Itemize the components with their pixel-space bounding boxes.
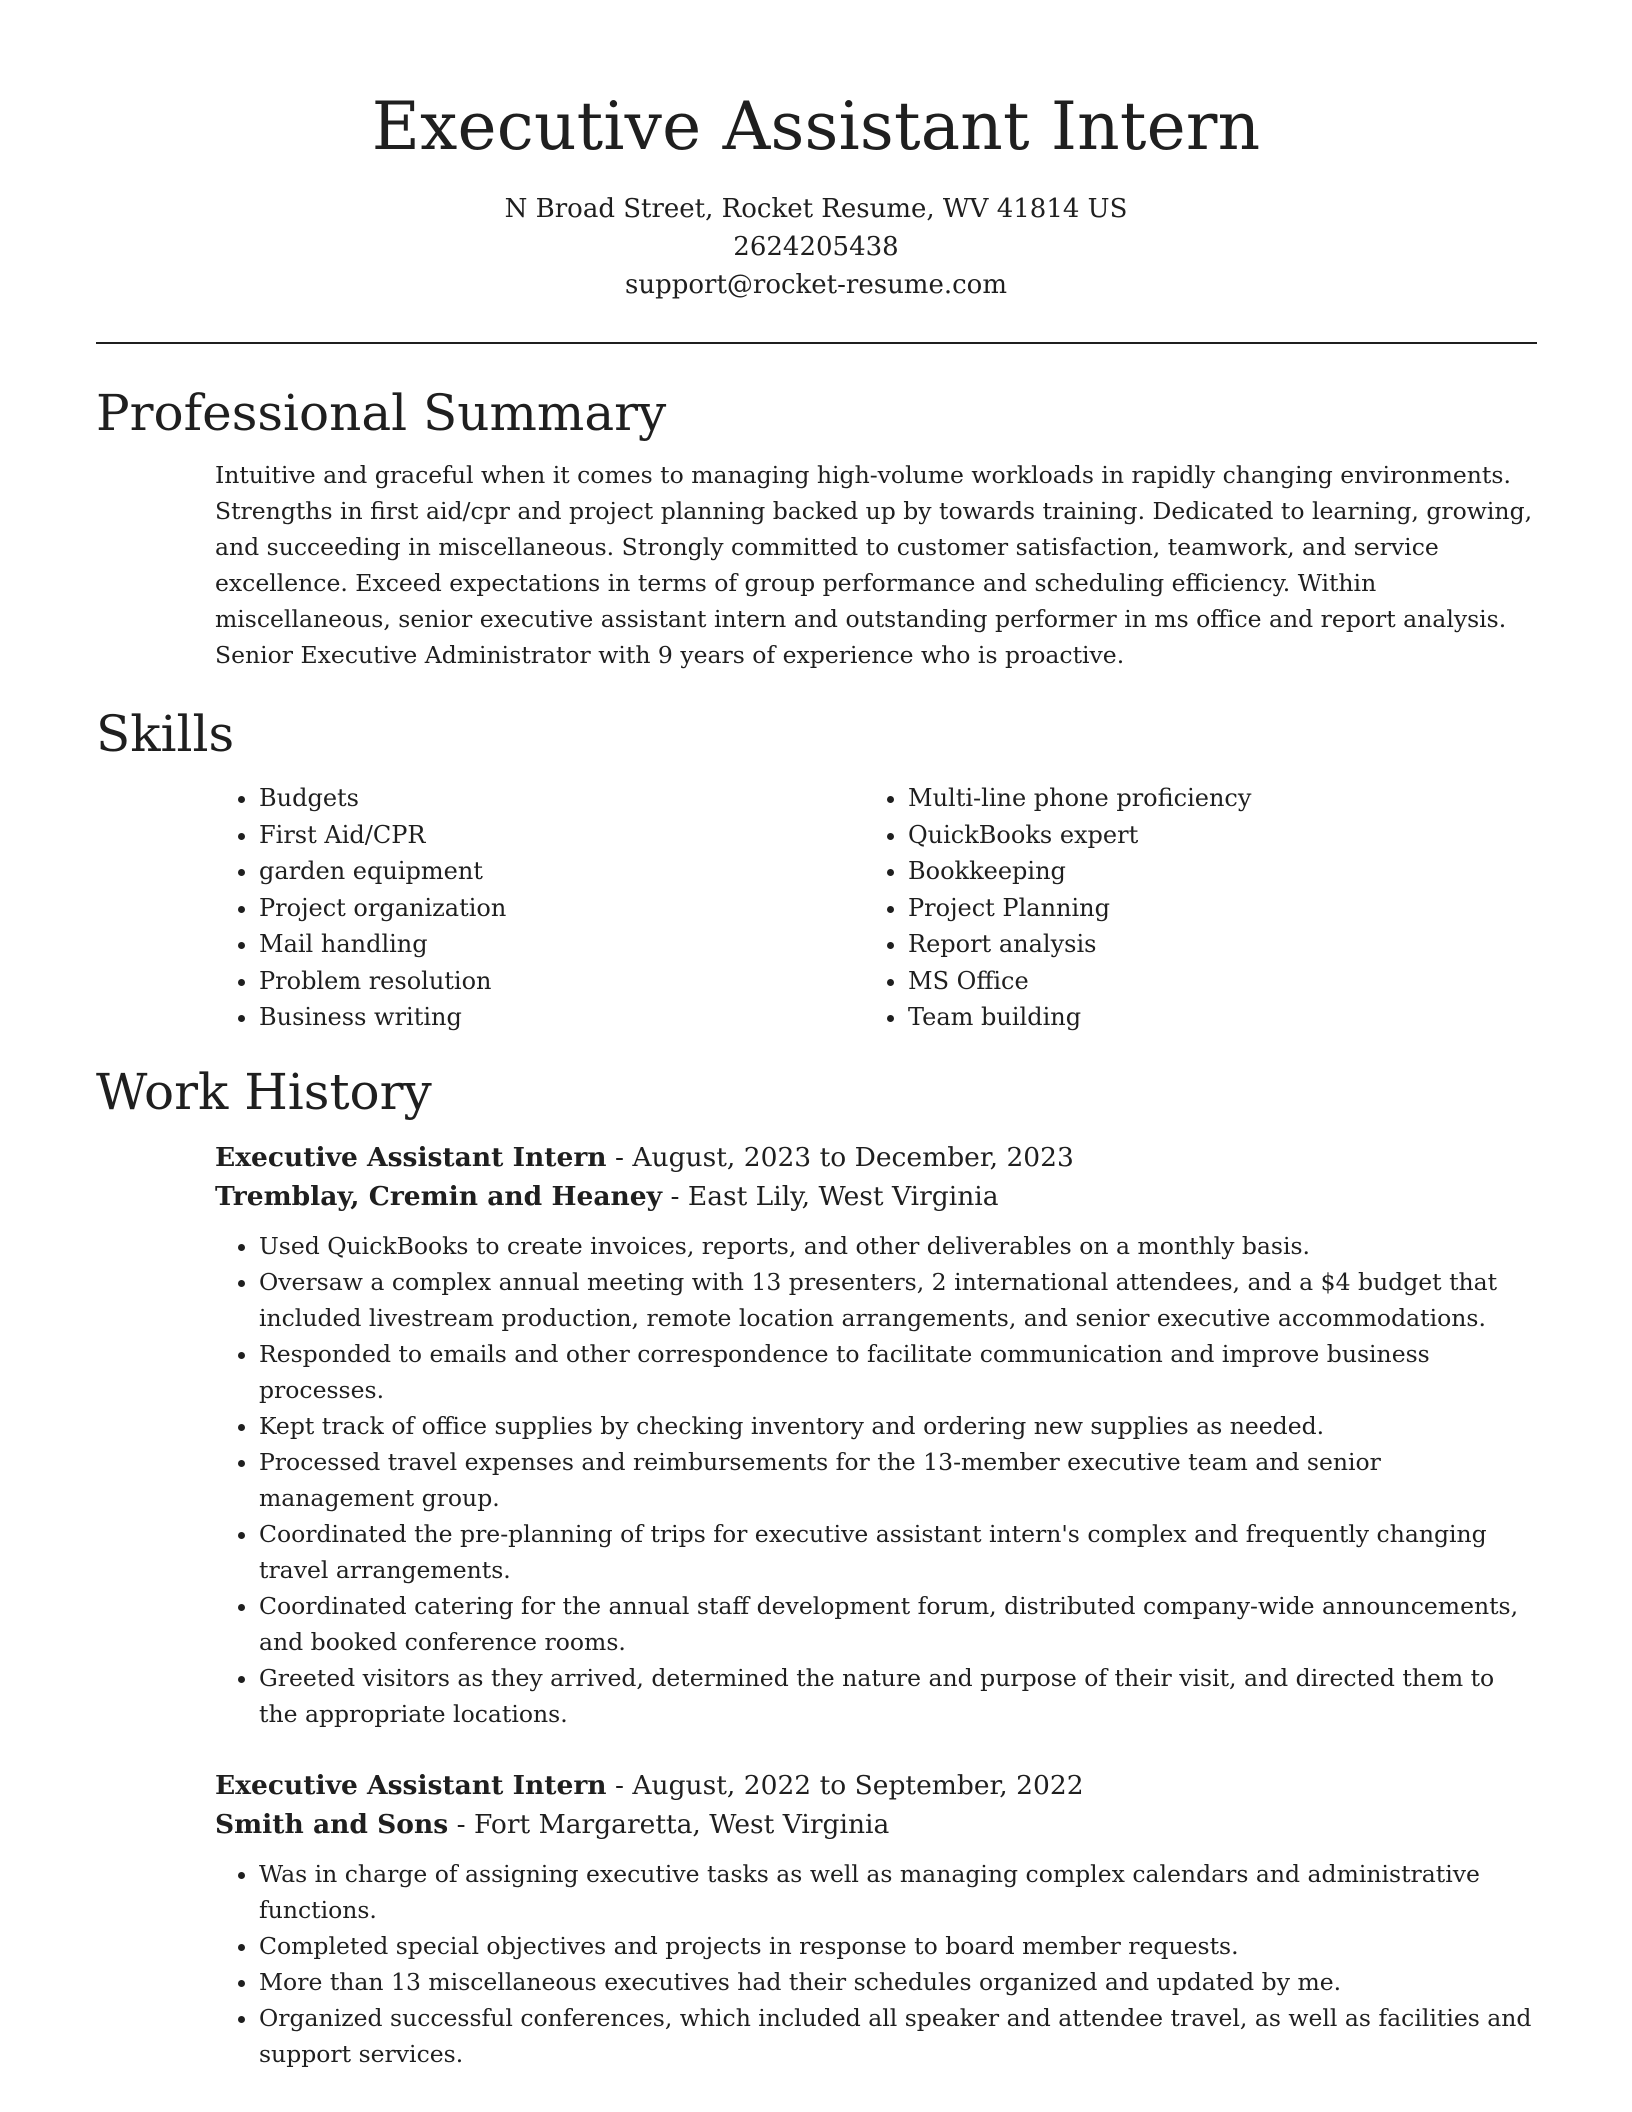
skill-item: • Bookkeeping: [908, 853, 1513, 890]
job-dates: - August, 2022 to September, 2022: [615, 1770, 1084, 1801]
job-location: - Fort Margaretta, West Virginia: [456, 1809, 890, 1840]
job-company-line: [215, 1805, 1537, 1844]
job-bullet: • Coordinated catering for the annual staff development forum, distributed company-wide announcements, and booked conference rooms.: [259, 1588, 1537, 1660]
summary-heading: Professional Summary: [96, 384, 667, 442]
job-title-line: [215, 1766, 1537, 1805]
job-company-line: [215, 1177, 1537, 1216]
job-bullet: • Organized successful conferences, which included all speaker and attendee travel, as well as facilities and support services.: [259, 2000, 1537, 2072]
work-history-heading: Work History: [96, 1063, 432, 1121]
job-title-line: [215, 1138, 1537, 1177]
candidate-title: Executive Assistant Intern: [371, 88, 1261, 165]
job-bullet: • Responded to emails and other correspondence to facilitate communication and improve business processes.: [259, 1336, 1537, 1408]
skill-item: • Business writing: [259, 999, 864, 1036]
skill-item: • Report analysis: [908, 926, 1513, 963]
skills-section: [96, 702, 1537, 1036]
skills-heading: Skills: [96, 705, 235, 763]
skills-columns: [215, 780, 1537, 1036]
job-company: Tremblay, Cremin and Heaney: [215, 1181, 663, 1212]
skill-item: • Multi-line phone proficiency: [908, 780, 1513, 817]
address: N Broad Street, Rocket Resume, WV 41814 US: [504, 194, 1128, 224]
job-location: - East Lily, West Virginia: [670, 1181, 999, 1212]
skill-item: • MS Office: [908, 963, 1513, 1000]
job-bullet: • Was in charge of assigning executive tasks as well as managing complex calendars and administrative functions.: [259, 1856, 1537, 1928]
job-bullet: • Kept track of office supplies by checking inventory and ordering new supplies as needed.: [259, 1408, 1537, 1444]
skill-item: • Team building: [908, 999, 1513, 1036]
job-bullet: • Used QuickBooks to create invoices, reports, and other deliverables on a monthly basis.: [259, 1228, 1537, 1264]
work-history-section: [96, 1060, 1537, 2072]
skill-item: • Budgets: [259, 780, 864, 817]
contact-block: [0, 190, 1632, 304]
job-bullet: • More than 13 miscellaneous executives had their schedules organized and updated by me.: [259, 1964, 1537, 2000]
job-bullets: [215, 1228, 1537, 1732]
job-role: Executive Assistant Intern: [215, 1142, 607, 1173]
job-bullets: [215, 1856, 1537, 2072]
job-dates: - August, 2023 to December, 2023: [615, 1142, 1074, 1173]
summary-section: [96, 381, 1537, 673]
skill-item: • Problem resolution: [259, 963, 864, 1000]
job-entry: [215, 1766, 1537, 2072]
job-bullet: • Greeted visitors as they arrived, determined the nature and purpose of their visit, and directed them to the appropriate locations.: [259, 1660, 1537, 1732]
job-bullet: • Completed special objectives and projects in response to board member requests.: [259, 1928, 1537, 1964]
job-bullet: • Processed travel expenses and reimbursements for the 13-member executive team and senior management group.: [259, 1444, 1537, 1516]
job-entry: [215, 1138, 1537, 1732]
job-company: Smith and Sons: [215, 1809, 449, 1840]
skills-list-left: [215, 780, 864, 1036]
skill-item: • Project organization: [259, 890, 864, 927]
skill-item: • Mail handling: [259, 926, 864, 963]
skills-list-right: [864, 780, 1513, 1036]
skill-item: • QuickBooks expert: [908, 817, 1513, 854]
skill-item: • First Aid/CPR: [259, 817, 864, 854]
skill-item: • garden equipment: [259, 853, 864, 890]
summary-paragraph: Intuitive and graceful when it comes to managing high-volume workloads in rapidly changing environments. Strengths in first aid/cpr and project planning backed up by towards training. Dedicated to learning, growing, and succeeding in miscellaneous. Strongly committed to customer satisfaction, teamwork, and service excellence. Exceed expectations in terms of group performance and scheduling efficiency. Within miscellaneous, senior executive assistant intern and outstanding performer in ms office and report analysis. Senior Executive Administrator with 9 years of experience who is proactive.: [215, 461, 1533, 669]
skill-item: • Project Planning: [908, 890, 1513, 927]
resume-header: [0, 0, 1632, 304]
job-bullet: • Coordinated the pre-planning of trips for executive assistant intern's complex and frequently changing travel arrangements.: [259, 1516, 1537, 1588]
job-role: Executive Assistant Intern: [215, 1770, 607, 1801]
header-divider: [96, 342, 1537, 344]
email-address: support@rocket-resume.com: [624, 270, 1007, 300]
job-bullet: • Oversaw a complex annual meeting with 13 presenters, 2 international attendees, and a $4 budget that included livestream production, remote location arrangements, and senior executive accommodations.: [259, 1264, 1537, 1336]
phone-number: 2624205438: [733, 232, 899, 262]
